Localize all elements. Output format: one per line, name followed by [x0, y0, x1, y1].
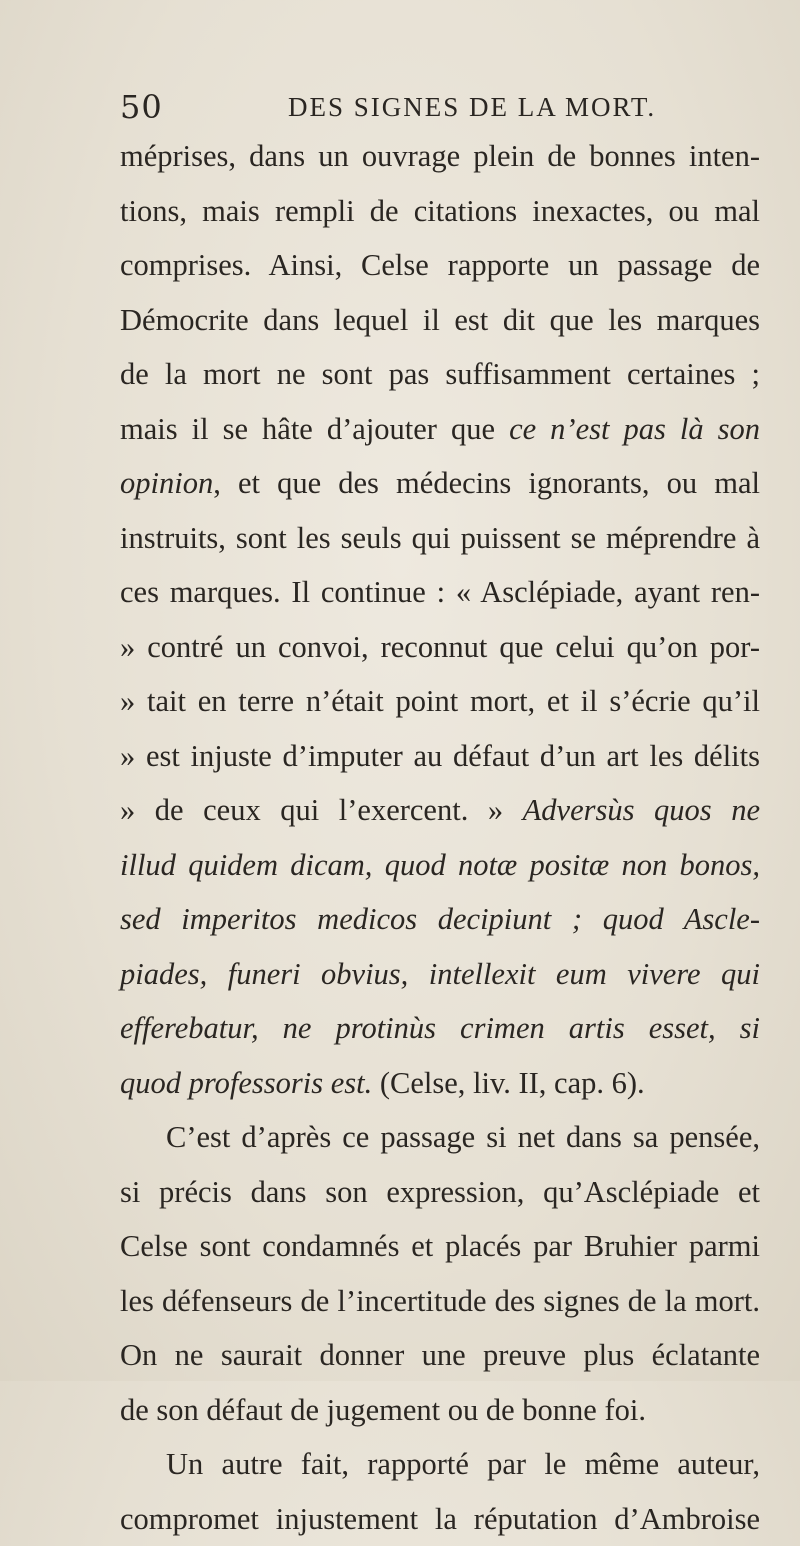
text-run: comprises. Ainsi, Celse rapporte un passage de — [120, 248, 760, 282]
text-line — [120, 947, 760, 1002]
text-run: ces marques. Il continue : « Asclépiade, ayant ren- — [120, 575, 760, 609]
text-run: si précis dans son expression, qu’Asclépiade et — [120, 1175, 760, 1209]
text-run: C’est d’après ce passage si net dans sa pensée, — [166, 1120, 760, 1154]
text-line — [120, 511, 760, 566]
text-line — [120, 565, 760, 620]
text-line — [120, 1328, 760, 1383]
text-line — [120, 783, 760, 838]
italic-text: efferebatur, ne protinùs crimen artis esset, si — [120, 1011, 760, 1045]
text-line — [120, 184, 760, 239]
text-run: , et que des médecins ignorants, ou mal — [213, 466, 760, 500]
text-run: Celse sont condamnés et placés par Bruhier parmi — [120, 1229, 760, 1263]
text-run: » contré un convoi, reconnut que celui qu’on por- — [120, 630, 760, 664]
text-line — [120, 1110, 760, 1165]
text-line — [120, 1274, 760, 1329]
text-line — [120, 1219, 760, 1274]
text-run: compromet injustement la réputation d’Ambroise — [120, 1502, 760, 1536]
running-title: DES SIGNES DE LA MORT. — [288, 92, 656, 123]
italic-text: Adversùs quos ne — [523, 793, 760, 827]
text-line — [120, 293, 760, 348]
text-run: Démocrite dans lequel il est dit que les marques — [120, 303, 760, 337]
text-line — [120, 1492, 760, 1546]
text-line — [120, 402, 760, 457]
text-run: » de ceux qui l’exercent. » — [120, 793, 523, 827]
italic-text: opinion — [120, 466, 213, 500]
italic-text: sed imperitos medicos decipiunt ; quod Ascle- — [120, 902, 760, 936]
text-run: Un autre fait, rapporté par le même auteur, — [166, 1447, 760, 1481]
text-line — [120, 1001, 760, 1056]
text-line — [120, 347, 760, 402]
text-run: les défenseurs de l’incertitude des signes de la mort. — [120, 1284, 760, 1318]
text-run: tions, mais rempli de citations inexactes, ou mal — [120, 194, 760, 228]
text-line — [120, 729, 760, 784]
page-header — [120, 88, 760, 128]
text-line — [120, 238, 760, 293]
text-line — [120, 620, 760, 675]
italic-text: quod professoris est. — [120, 1066, 372, 1100]
text-run: mais il se hâte d’ajouter que — [120, 412, 509, 446]
text-line — [120, 456, 760, 511]
text-line — [120, 1383, 760, 1438]
italic-text: piades, funeri obvius, intellexit eum vivere qui — [120, 957, 760, 991]
body-text — [120, 129, 760, 1546]
italic-text: illud quidem dicam, quod notæ positæ non bonos, — [120, 848, 760, 882]
italic-text: ce n’est pas là son — [509, 412, 760, 446]
text-line — [120, 892, 760, 947]
text-line — [120, 838, 760, 893]
text-run: instruits, sont les seuls qui puissent se méprendre à — [120, 521, 760, 555]
text-run: de la mort ne sont pas suffisamment certaines ; — [120, 357, 760, 391]
text-run: On ne saurait donner une preuve plus éclatante — [120, 1338, 760, 1372]
text-run: » tait en terre n’était point mort, et il s’écrie qu’il — [120, 684, 760, 718]
text-line — [120, 1165, 760, 1220]
text-run: (Celse, liv. II, cap. 6). — [372, 1066, 644, 1100]
page-number: 50 — [120, 88, 163, 126]
text-run: de son défaut de jugement ou de bonne foi. — [120, 1393, 646, 1427]
text-line — [120, 1056, 760, 1111]
text-line — [120, 129, 760, 184]
text-run: méprises, dans un ouvrage plein de bonnes inten- — [120, 139, 760, 173]
text-line — [120, 1437, 760, 1492]
text-run: » est injuste d’imputer au défaut d’un art les délits — [120, 739, 760, 773]
text-line — [120, 674, 760, 729]
